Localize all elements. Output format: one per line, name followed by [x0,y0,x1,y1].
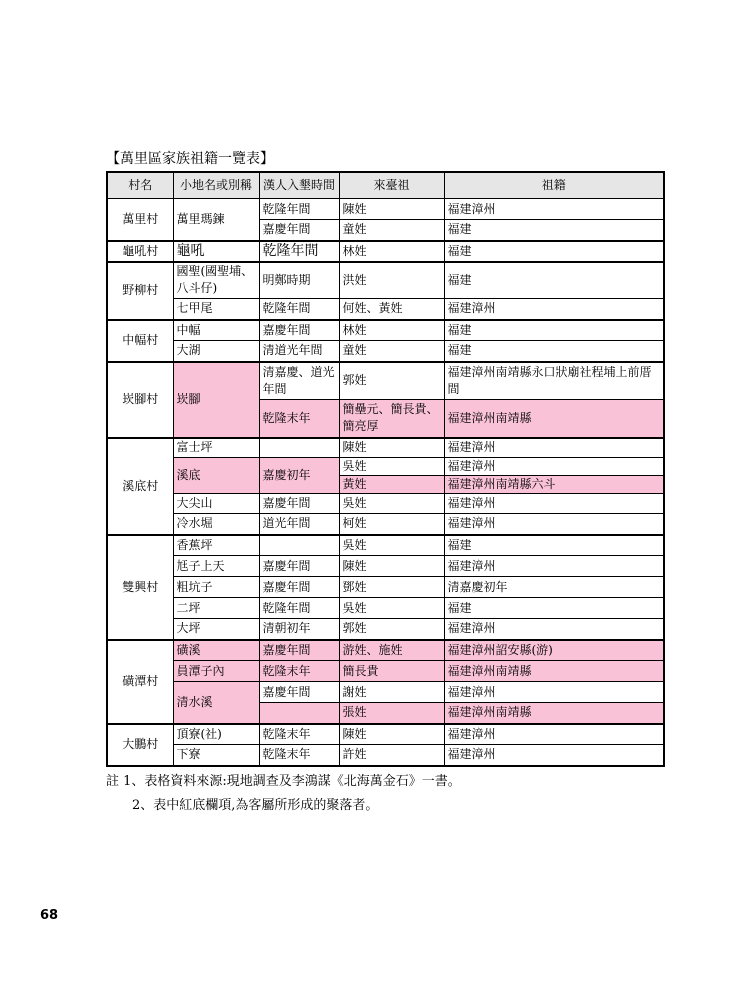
header-founder: 來臺祖 [339,172,444,199]
place-cell: 富士坪 [173,438,259,458]
origin-cell: 福建 [444,220,664,241]
table-row [107,514,664,535]
table-row [107,241,664,262]
place-cell: 冷水堀 [173,514,259,535]
place-cell: 香蕉坪 [173,535,259,556]
founder-cell: 童姓 [339,220,444,241]
place-cell: 七甲尾 [173,299,259,320]
header-place: 小地名或別稱 [173,172,259,199]
time-cell: 乾隆末年 [259,661,339,682]
founder-cell: 陳姓 [339,438,444,458]
founder-cell: 童姓 [339,341,444,362]
table-row [107,598,664,619]
place-cell: 大湖 [173,341,259,362]
founder-cell: 陳姓 [339,199,444,220]
founder-cell: 林姓 [339,241,444,262]
founder-cell: 郭姓 [339,619,444,640]
origin-cell: 福建漳州 [444,556,664,577]
place-cell: 二坪 [173,598,259,619]
table-row [107,661,664,682]
founder-cell: 吳姓 [339,535,444,556]
origin-cell: 福建漳州 [444,745,664,766]
header-row [107,172,664,199]
village-cell: 萬里村 [107,199,173,241]
time-cell: 乾隆年間 [259,299,339,320]
table-row [107,438,664,458]
time-cell: 乾隆末年 [259,724,339,745]
origin-cell: 福建漳州南靖縣 [444,400,664,438]
origin-cell: 清嘉慶初年 [444,577,664,598]
time-cell: 清朝初年 [259,619,339,640]
genealogy-table [106,171,665,767]
origin-cell: 福建漳州南靖縣 [444,661,664,682]
founder-cell: 黃姓 [339,476,444,494]
origin-cell: 福建漳州 [444,619,664,640]
founder-cell: 吳姓 [339,458,444,476]
time-cell: 嘉慶年間 [259,577,339,598]
time-cell [259,438,339,458]
origin-cell: 福建 [444,598,664,619]
origin-cell: 福建漳州南靖縣 [444,703,664,724]
origin-cell: 福建漳州 [444,458,664,476]
table-row [107,577,664,598]
origin-cell: 福建漳州南靖縣六斗 [444,476,664,494]
origin-cell: 福建漳州 [444,299,664,320]
place-cell: 中幅 [173,320,259,341]
table-row [107,341,664,362]
founder-cell: 許姓 [339,745,444,766]
village-cell: 中幅村 [107,320,173,362]
origin-cell: 福建漳州 [444,199,664,220]
village-cell: 崁腳村 [107,362,173,438]
place-cell: 粗坑子 [173,577,259,598]
table-row [107,362,664,400]
table-row [107,745,664,766]
village-cell: 龜吼村 [107,241,173,262]
table-row [107,299,664,320]
table-row [107,458,664,476]
time-cell: 乾隆年間 [259,199,339,220]
time-cell: 嘉慶年間 [259,220,339,241]
place-cell: 龜吼 [173,241,259,262]
table-row [107,682,664,703]
time-cell [259,535,339,556]
founder-cell: 鄧姓 [339,577,444,598]
time-cell: 乾隆末年 [259,400,339,438]
founder-cell: 洪姓 [339,262,444,299]
founder-cell: 林姓 [339,320,444,341]
page-number: 68 [40,908,59,923]
time-cell: 嘉慶年間 [259,320,339,341]
table-row [107,262,664,299]
founder-cell: 陳姓 [339,556,444,577]
place-cell: 大坪 [173,619,259,640]
time-cell: 嘉慶年間 [259,640,339,661]
origin-cell: 福建 [444,535,664,556]
founder-cell: 簡長貴 [339,661,444,682]
origin-cell: 福建漳州 [444,438,664,458]
time-cell: 清道光年間 [259,341,339,362]
time-cell: 乾隆年間 [259,241,339,262]
time-cell [259,703,339,724]
time-cell: 乾隆末年 [259,745,339,766]
founder-cell: 張姓 [339,703,444,724]
time-cell: 嘉慶年間 [259,556,339,577]
time-cell: 道光年間 [259,514,339,535]
table-row [107,535,664,556]
place-cell: 國聖(國聖埔、八斗仔) [173,262,259,299]
table-row [107,320,664,341]
founder-cell: 游姓、施姓 [339,640,444,661]
origin-cell: 福建 [444,262,664,299]
place-cell: 清水溪 [173,682,259,724]
header-origin: 祖籍 [444,172,664,199]
founder-cell: 柯姓 [339,514,444,535]
note-1: 註 1、表格資料來源:現地調查及李鴻謀《北海萬金石》一書。 [106,774,461,789]
village-cell: 磺潭村 [107,640,173,724]
origin-cell: 福建漳州南靖縣永口狀廟社程埔上前厝間 [444,362,664,400]
time-cell: 明鄭時期 [259,262,339,299]
founder-cell: 吳姓 [339,494,444,514]
table-row [107,494,664,514]
table-row [107,556,664,577]
origin-cell: 福建漳州 [444,682,664,703]
place-cell: 溪底 [173,458,259,494]
table-row [107,640,664,661]
table-row [107,619,664,640]
time-cell: 嘉慶年間 [259,682,339,703]
table-row [107,199,664,220]
founder-cell: 陳姓 [339,724,444,745]
origin-cell: 福建 [444,320,664,341]
founder-cell: 吳姓 [339,598,444,619]
village-cell: 溪底村 [107,438,173,535]
table-notes [106,770,461,818]
place-cell: 大尖山 [173,494,259,514]
origin-cell: 福建 [444,341,664,362]
origin-cell: 福建漳州 [444,514,664,535]
founder-cell: 郭姓 [339,362,444,400]
village-cell: 雙興村 [107,535,173,640]
place-cell: 萬里瑪鍊 [173,199,259,241]
time-cell: 嘉慶年間 [259,494,339,514]
note-2: 2、表中紅底欄項,為客屬所形成的聚落者。 [132,798,379,813]
origin-cell: 福建 [444,241,664,262]
time-cell: 乾隆年間 [259,598,339,619]
place-cell: 崁腳 [173,362,259,438]
table-caption: 【萬里區家族祖籍一覽表】 [106,151,274,167]
header-village: 村名 [107,172,173,199]
time-cell: 清嘉慶、道光年間 [259,362,339,400]
place-cell: 員潭子內 [173,661,259,682]
founder-cell: 簡壘元、簡長貴、簡亮厚 [339,400,444,438]
place-cell: 下寮 [173,745,259,766]
table-row [107,724,664,745]
place-cell: 頂寮(社) [173,724,259,745]
place-cell: 尪子上天 [173,556,259,577]
time-cell: 嘉慶初年 [259,458,339,494]
origin-cell: 福建漳州詔安縣(游) [444,640,664,661]
origin-cell: 福建漳州 [444,724,664,745]
place-cell: 磺溪 [173,640,259,661]
header-time: 漢人入墾時間 [259,172,339,199]
village-cell: 大鵬村 [107,724,173,766]
founder-cell: 何姓、黃姓 [339,299,444,320]
origin-cell: 福建漳州 [444,494,664,514]
founder-cell: 謝姓 [339,682,444,703]
village-cell: 野柳村 [107,262,173,320]
